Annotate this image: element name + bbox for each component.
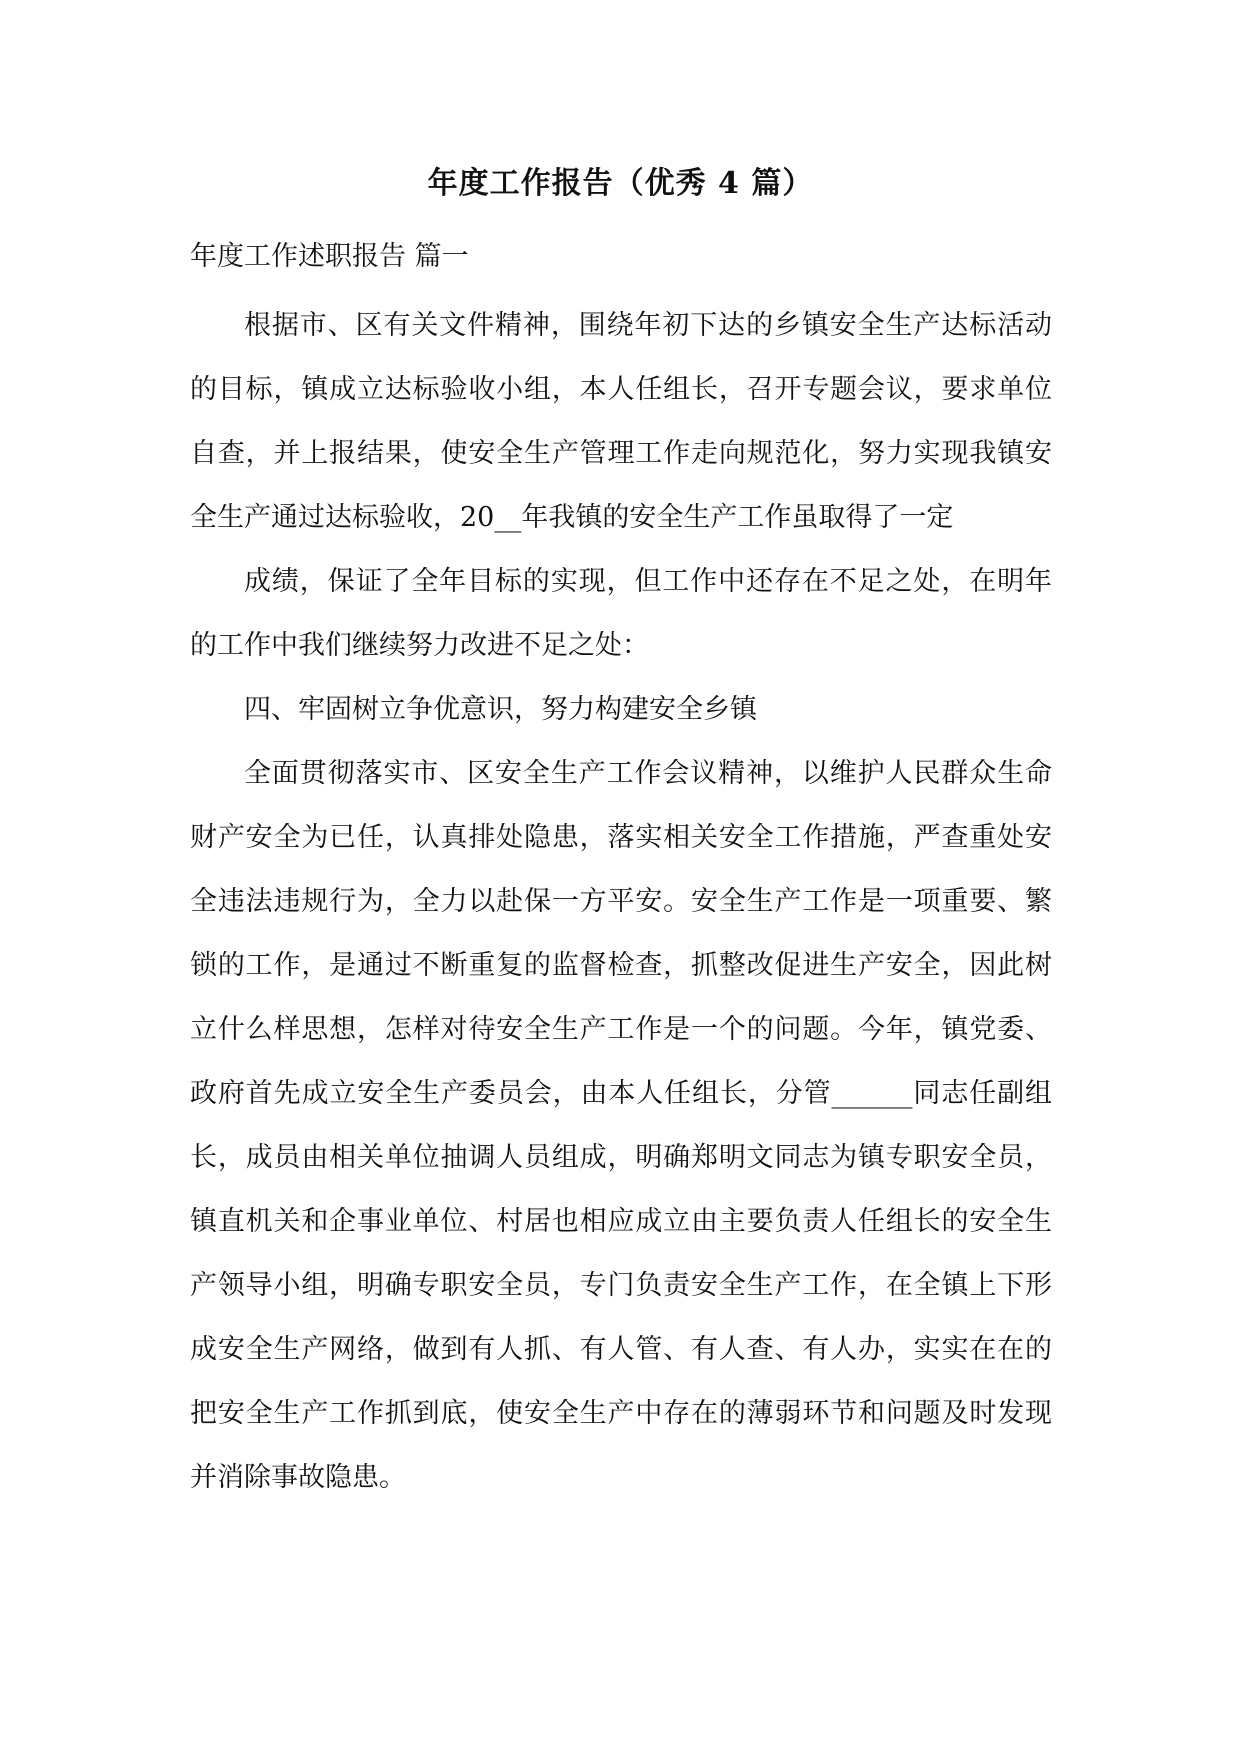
section-heading: 年度工作述职报告 篇一: [190, 241, 469, 272]
document-title: 年度工作报告（优秀 4 篇）: [427, 166, 814, 201]
subheading-4: 四、牢固树立争优意识，努力构建安全乡镇: [244, 694, 757, 725]
paragraph-2: 成绩，保证了全年目标的实现，但工作中还存在不足之处，在明年的工作中我们继续努力改进不足之处：: [190, 566, 1052, 661]
paragraph-3: 全面贯彻落实市、区安全生产工作会议精神，以维护人民群众生命财产安全为已任，认真排处隐患，落实相关安全工作措施，严查重处安全违法违规行为，全力以赴保一方平安。安全生产工作是一项重要、繁锁的工作，是通过不断重复的监督检查，抓整改促进生产安全，因此树立什么样思想，怎样对待安全生产工作是一个的问题。今年，镇党委、政府首先成立安全生产委员会，由本人任组长，分管______同志任副组长，成员由相关单位抽调人员组成，明确郑明文同志为镇专职安全员，镇直机关和企事业单位、村居也相应成立由主要负责人任组长的安全生产领导小组，明确专职安全员，专门负责安全生产工作，在全镇上下形成安全生产网络，做到有人抓、有人管、有人查、有人办，实实在在的把安全生产工作抓到底，使安全生产中存在的薄弱环节和问题及时发现并消除事故隐患。: [190, 758, 1052, 1493]
document-body: [190, 232, 1052, 1510]
paragraph-1: 根据市、区有关文件精神，围绕年初下达的乡镇安全生产达标活动的目标，镇成立达标验收小组，本人任组长，召开专题会议，要求单位自查，并上报结果，使安全生产管理工作走向规范化，努力实现我镇安全生产通过达标验收，20__年我镇的安全生产工作虽取得了一定: [190, 310, 1052, 533]
